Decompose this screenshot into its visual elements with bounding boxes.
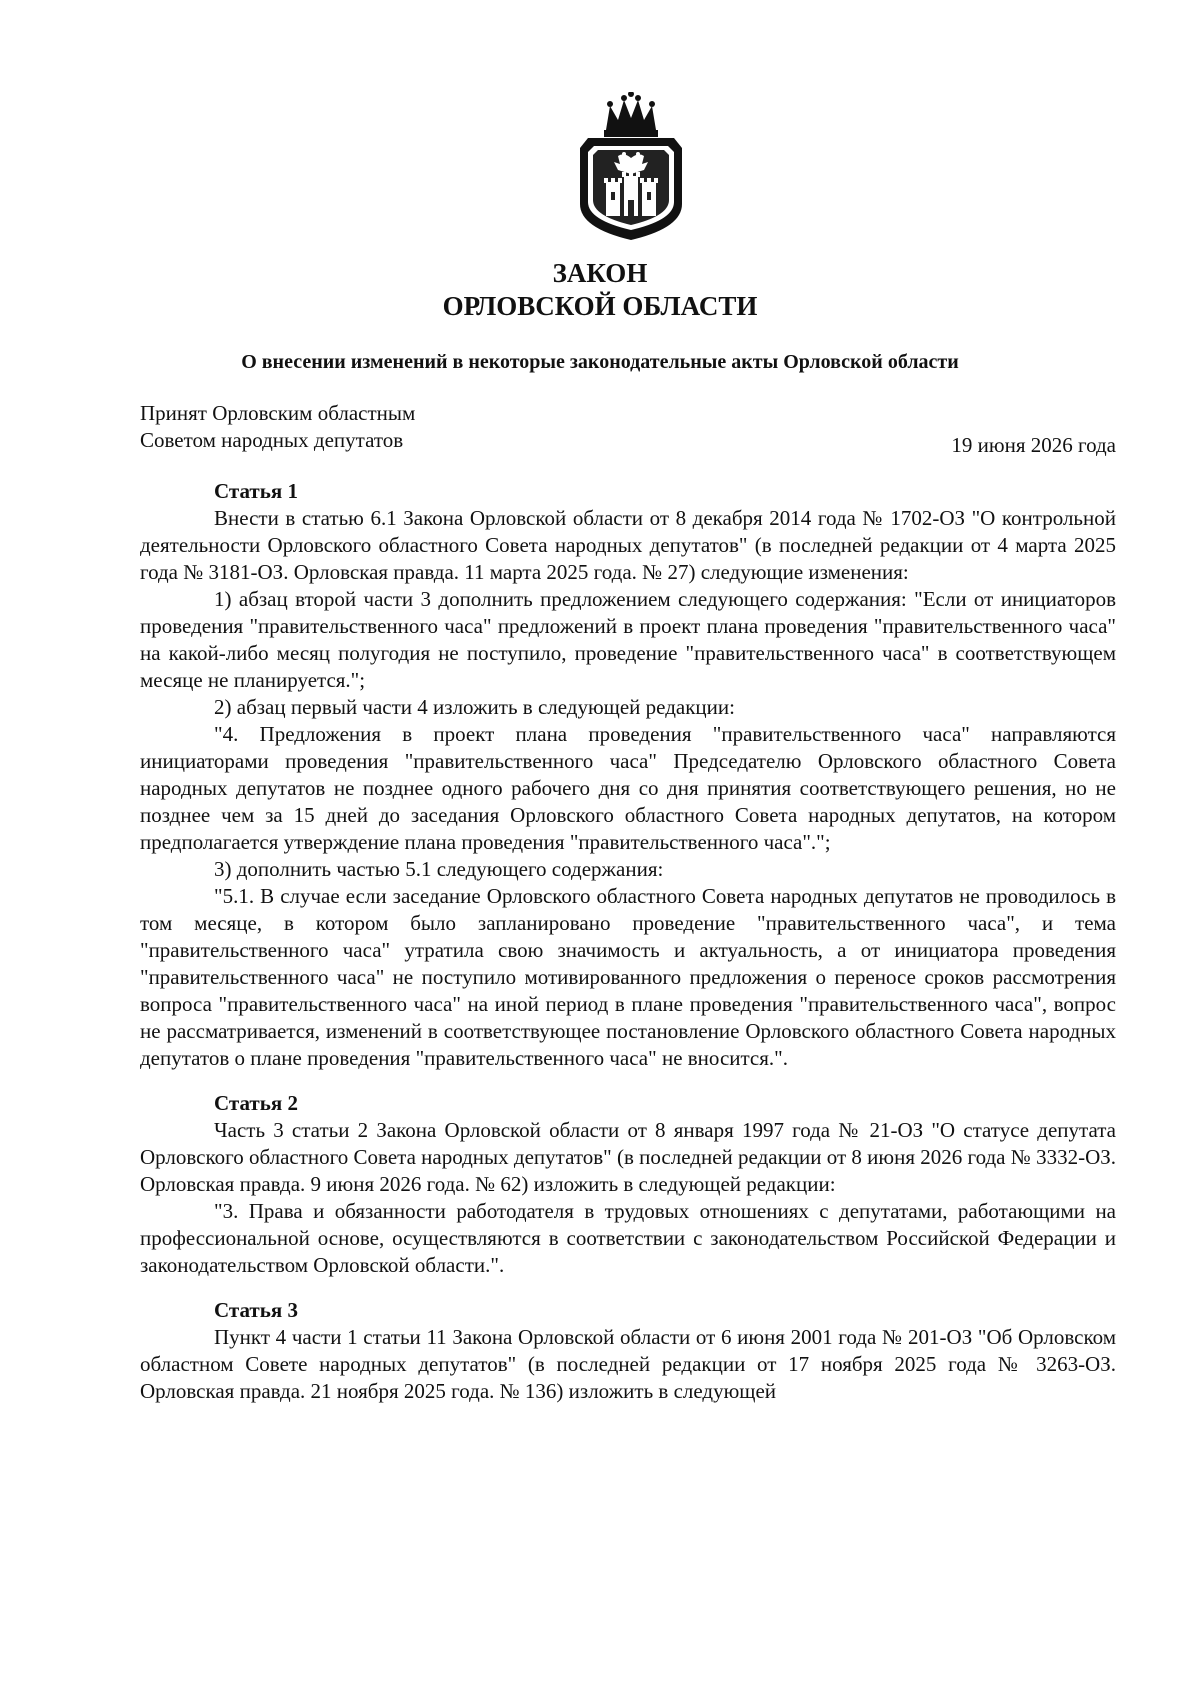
article-2: [140, 1090, 1116, 1279]
article-paragraph: 3) дополнить частью 5.1 следующего содержания:: [214, 857, 664, 881]
orel-oblast-coat-of-arms-icon: [566, 92, 696, 242]
article-heading: Статья 3: [214, 1298, 298, 1322]
law-title: ЗАКОН: [552, 258, 648, 288]
adoption-block: [140, 400, 415, 454]
article-paragraph: Внести в статью 6.1 Закона Орловской области от 8 декабря 2014 года № 1702-ОЗ "О контрольной деятельности Орловского областного Совета народных депутатов" (в последней редакции от 4 марта 2025 года № 3181-ОЗ. Орловская правда. 11 марта 2025 года. № 27) следующие изменения:: [140, 506, 1116, 584]
article-paragraph: "3. Права и обязанности работодателя в трудовых отношениях с депутатами, работающими на профессиональной основе, осуществляются в соответствии с законодательством Российской Федерации и законодательством Орловской области.".: [140, 1199, 1116, 1277]
article-3: [140, 1297, 1116, 1405]
article-heading: Статья 2: [214, 1091, 298, 1115]
article-heading: Статья 1: [214, 479, 298, 503]
article-paragraph: "5.1. В случае если заседание Орловского областного Совета народных депутатов не проводилось в том месяце, в котором было запланировано проведение "правительственного часа", и тема "правительственного часа" утратила свою значимость и актуальность, а от инициатора проведения "правительственного часа" не поступило мотивированного предложения о переносе сроков рассмотрения вопроса "правительственного часа" на иной период в плане проведения "правительственного часа", вопрос не рассматривается, изменений в соответствующее постановление Орловского областного Совета народных депутатов о плане проведения "правительственного часа" не вносится.".: [140, 884, 1116, 1070]
article-paragraph: "4. Предложения в проект плана проведения "правительственного часа" направляются инициаторами проведения "правительственного часа" Председателю Орловского областного Совета народных депутатов не позднее одного рабочего дня со дня принятия соответствующего решения, но не позднее чем за 15 дней до заседания Орловского областного Совета народных депутатов, на котором предполагается утверждение плана проведения "правительственного часа".";: [140, 722, 1116, 854]
article-paragraph: 2) абзац первый части 4 изложить в следующей редакции:: [214, 695, 735, 719]
law-subtitle: О внесении изменений в некоторые законодательные акты Орловской области: [241, 351, 959, 373]
article-paragraph: Пункт 4 части 1 статьи 11 Закона Орловской области от 6 июня 2001 года № 201-ОЗ "Об Орловском областном Совете народных депутатов" (в последней редакции от 17 ноября 2025 года № 3263-ОЗ. Орловская правда. 21 ноября 2025 года. № 136) изложить в следующей: [140, 1325, 1116, 1403]
article-paragraph: Часть 3 статьи 2 Закона Орловской области от 8 января 1997 года № 21-ОЗ "О статусе депутата Орловского областного Совета народных депутатов" (в последней редакции от 8 июня 2026 года № 3332-ОЗ. Орловская правда. 9 июня 2026 года. № 62) изложить в следующей редакции:: [140, 1118, 1116, 1196]
law-region: ОРЛОВСКОЙ ОБЛАСТИ: [442, 291, 758, 321]
article-paragraph: 1) абзац второй части 3 дополнить предложением следующего содержания: "Если от инициаторов проведения "правительственного часа" предложений в проект плана проведения "правительственного часа" на какой-либо месяц полугодия не поступило, проведение "правительственного часа" в соответствующем месяце не планируется.";: [140, 587, 1116, 692]
adoption-line-1: Принят Орловским областным: [140, 401, 416, 425]
law-body: [140, 478, 1116, 1405]
adoption-line-2: Советом народных депутатов: [140, 428, 404, 452]
article-1: [140, 478, 1116, 1072]
adoption-date: 19 июня 2026 года: [951, 433, 1116, 457]
